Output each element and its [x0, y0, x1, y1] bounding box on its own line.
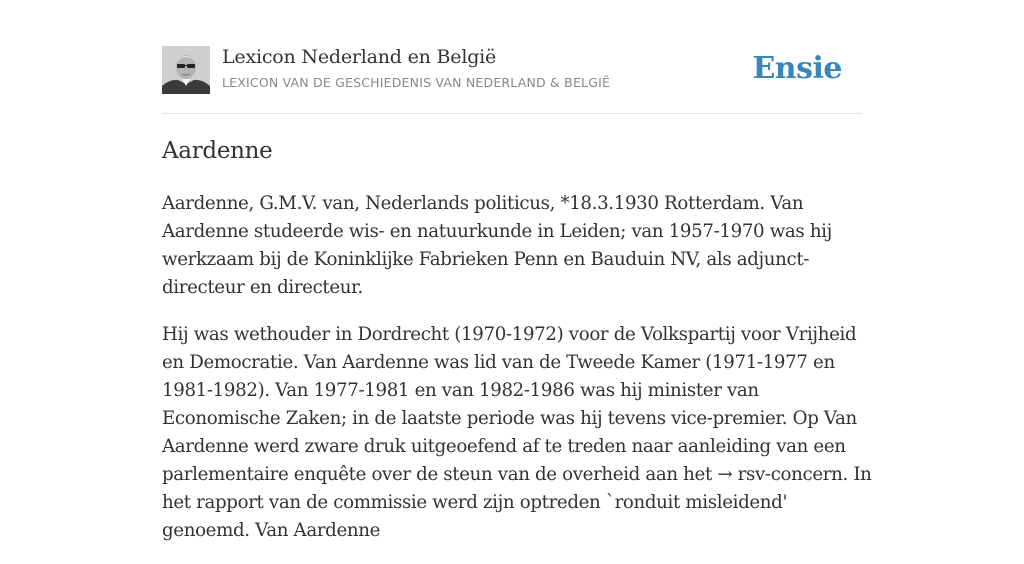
- entry-paragraph: Hij was wethouder in Dordrecht (1970-1972) voor de Volkspartij voor Vrijheid en Democratie. Van Aardenne was lid van de Tweede Kamer (1971-1977 en 1981-1982). Van 1977-1981 en van 1982-1986 was hij minister van Economische Zaken; in de laatste periode was hij tevens vice-premier. Op Van Aardenne werd zware druk uitgeoefend af te treden naar aanleiding van een parlementaire enquête over de steun van de overheid aan het → rsv-concern. In het rapport van de commissie werd zijn optreden `ronduit misleidend' genoemd. Van Aardenne: [162, 324, 872, 541]
- site-subtitle: LEXICON VAN DE GESCHIEDENIS VAN NEDERLAND & BELGIË: [222, 75, 611, 90]
- header-divider: [162, 113, 862, 114]
- site-header: [162, 46, 862, 96]
- site-title[interactable]: Lexicon Nederland en België: [222, 46, 497, 68]
- brand-logo[interactable]: Ensie: [752, 51, 842, 86]
- entry-paragraph: Aardenne, G.M.V. van, Nederlands politicus, *18.3.1930 Rotterdam. Van Aardenne studeerde wis- en natuurkunde in Leiden; van 1957-1970 was hij werkzaam bij de Koninklijke Fabrieken Penn en Bauduin NV, als adjunct-directeur en directeur.: [162, 193, 832, 298]
- entry-body: [162, 190, 872, 564]
- entry-title: Aardenne: [162, 138, 273, 164]
- author-portrait-icon[interactable]: [162, 46, 210, 94]
